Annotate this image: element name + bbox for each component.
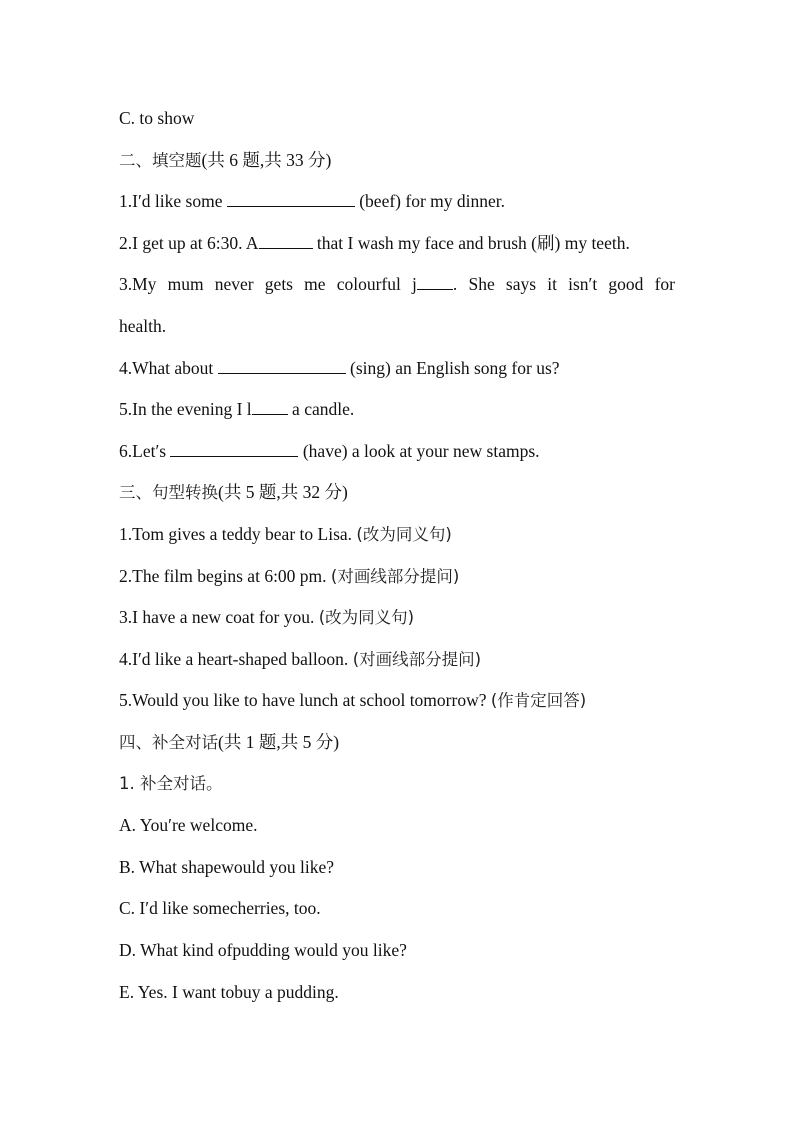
answer-blank[interactable] xyxy=(417,273,453,290)
option-text: C. to show xyxy=(119,108,195,128)
item-text-continuation: health. xyxy=(119,316,167,336)
item-text: 3.I have a new coat for you. xyxy=(119,607,319,627)
transform-item-3 xyxy=(119,606,675,629)
transform-item-1 xyxy=(119,523,675,546)
item-text-after: that I wash my face and brush (刷) my teeth. xyxy=(312,233,630,253)
item-instruction: (改为同义句) xyxy=(318,608,415,627)
answer-blank[interactable] xyxy=(259,232,313,249)
item-text: 4.I′d like a heart-shaped balloon. xyxy=(119,649,353,669)
fill-blank-item-3-continuation xyxy=(119,315,675,337)
option-text: A. You′re welcome. xyxy=(119,815,258,835)
fill-blank-item-2 xyxy=(119,232,675,254)
section-title: 二、填空题 xyxy=(119,151,202,170)
answer-blank[interactable] xyxy=(170,440,298,457)
option-text: C. I′d like somecherries, too. xyxy=(119,898,321,918)
fill-blank-item-6 xyxy=(119,440,675,462)
item-text-after: (have) a look at your new stamps. xyxy=(298,441,540,461)
section-title: 三、句型转换 xyxy=(119,483,218,502)
dialogue-option-b xyxy=(119,856,675,878)
fill-blank-item-1 xyxy=(119,190,675,212)
item-text: 1.Tom gives a teddy bear to Lisa. xyxy=(119,524,357,544)
item-text-before: 4.What about xyxy=(119,358,218,378)
dialogue-option-c xyxy=(119,897,675,919)
item-instruction: (对画线部分提问) xyxy=(352,650,482,669)
section-2-heading xyxy=(119,149,675,172)
transform-item-5 xyxy=(119,689,675,712)
item-text-after: a candle. xyxy=(287,399,355,419)
item-text-before: 2.I get up at 6:30. A xyxy=(119,233,259,253)
transform-item-4 xyxy=(119,648,675,671)
option-text: D. What kind ofpudding would you like? xyxy=(119,940,407,960)
dialogue-option-d xyxy=(119,939,675,961)
fill-blank-item-3 xyxy=(119,273,675,295)
item-text: 2.The film begins at 6:00 pm. xyxy=(119,566,331,586)
dialogue-option-e xyxy=(119,981,675,1003)
question-text: 1. 补全对话。 xyxy=(119,774,223,793)
option-text: E. Yes. I want tobuy a pudding. xyxy=(119,982,339,1002)
fill-blank-item-4 xyxy=(119,357,675,379)
item-text-after: (beef) for my dinner. xyxy=(354,191,505,211)
dialogue-option-a xyxy=(119,814,675,836)
fill-blank-item-5 xyxy=(119,398,675,420)
item-text-before: 6.Let′s xyxy=(119,441,171,461)
section-4-heading xyxy=(119,731,675,754)
item-text-after: . She says it isn′t good for xyxy=(452,274,675,294)
section-title: 四、补全对话 xyxy=(119,733,218,752)
transform-item-2 xyxy=(119,565,675,588)
item-text-before: 3.My mum never gets me colourful j xyxy=(119,274,417,294)
section-meta: (共 1 题,共 5 分) xyxy=(218,732,340,752)
section-meta: (共 6 题,共 33 分) xyxy=(201,150,332,170)
section-meta: (共 5 题,共 32 分) xyxy=(218,482,348,502)
item-text-before: 5.In the evening I l xyxy=(119,399,252,419)
item-text: 5.Would you like to have lunch at school tomorrow? xyxy=(119,690,491,710)
answer-blank[interactable] xyxy=(218,357,346,374)
previous-option-c xyxy=(119,107,675,129)
dialogue-question xyxy=(119,773,675,795)
section-3-heading xyxy=(119,481,675,504)
item-instruction: (对画线部分提问) xyxy=(330,567,460,586)
item-instruction: (作肯定回答) xyxy=(490,691,587,710)
item-text-after: (sing) an English song for us? xyxy=(345,358,560,378)
option-text: B. What shapewould you like? xyxy=(119,857,334,877)
answer-blank[interactable] xyxy=(252,398,288,415)
item-instruction: (改为同义句) xyxy=(356,525,452,544)
item-text-before: 1.I′d like some xyxy=(119,191,227,211)
answer-blank[interactable] xyxy=(227,190,355,207)
